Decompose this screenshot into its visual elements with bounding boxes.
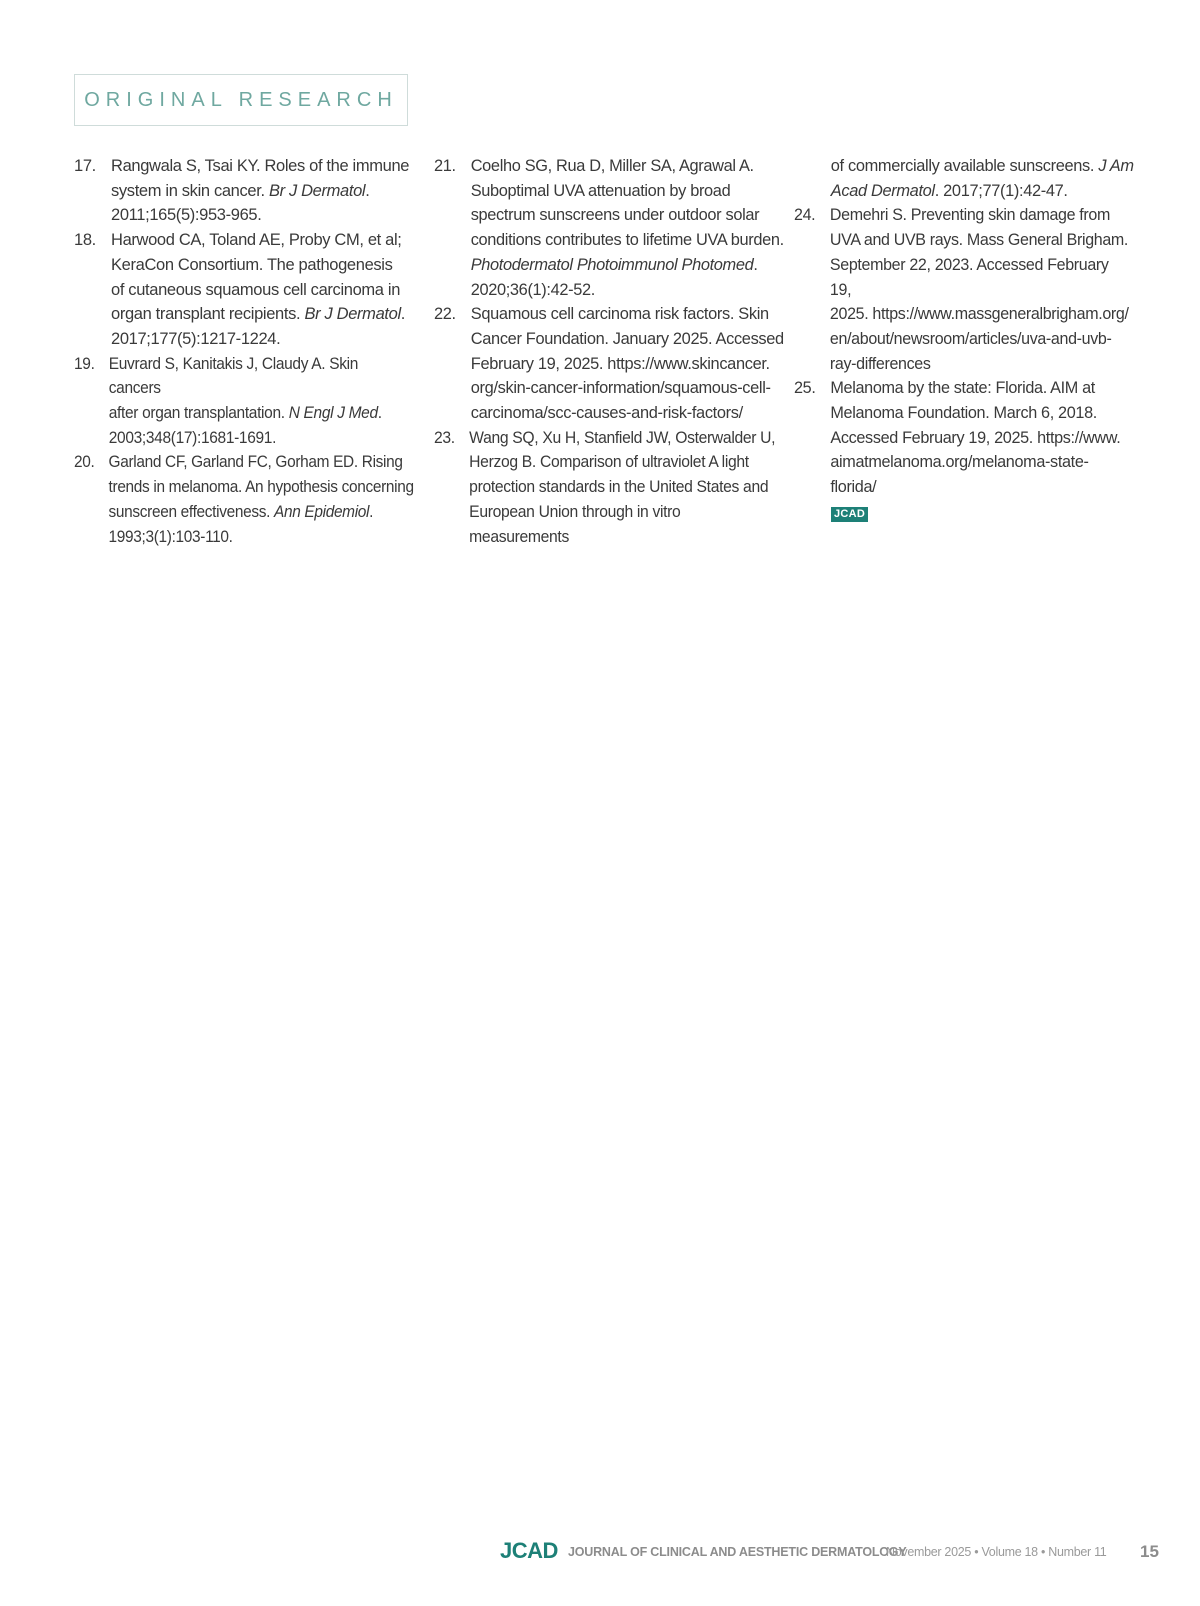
journal-name: JOURNAL OF CLINICAL AND AESTHETIC DERMATOLOGY bbox=[568, 1545, 907, 1559]
reference-number: 17. bbox=[74, 157, 96, 175]
reference-number: 20. bbox=[74, 453, 95, 472]
end-badge-row bbox=[794, 500, 1134, 525]
reference-item-continued bbox=[794, 154, 1134, 203]
jcad-logo: JCAD bbox=[500, 1538, 558, 1563]
reference-text: Garland CF, Garland FC, Gorham ED. Rising trends in melanoma. An hypothesis concerning sunscreen effectiveness. Ann Epidemiol. 1993;3(1):103-110. bbox=[108, 453, 414, 546]
jcad-end-badge: JCAD bbox=[831, 507, 868, 522]
reference-text: Harwood CA, Toland AE, Proby CM, et al; KeraCon Consortium. The pathogenesis of cutaneous squamous cell carcinoma in organ transplant recipients. Br J Dermatol. 2017;177(5):1217-1224. bbox=[111, 231, 406, 348]
page-number: 15 bbox=[1140, 1542, 1159, 1561]
reference-item bbox=[794, 376, 1134, 500]
reference-text: Coelho SG, Rua D, Miller SA, Agrawal A. Suboptimal UVA attenuation by broad spectrum sunscreens under outdoor solar conditions contributes to lifetime UVA burden. Photodermatol Photoimmunol Photomed. 2020;36(1):42-52. bbox=[470, 157, 784, 299]
reference-number: 24. bbox=[794, 206, 816, 225]
reference-item bbox=[74, 450, 414, 549]
reference-text: Euvrard S, Kanitakis J, Claudy A. Skin cancers after organ transplantation. N Engl J Med. 2003;348(17):1681-1691. bbox=[108, 354, 382, 447]
reference-item bbox=[434, 154, 784, 302]
journal-title: J Am Acad Dermatol bbox=[830, 157, 1134, 200]
reference-number: 21. bbox=[434, 157, 456, 175]
reference-text: Wang SQ, Xu H, Stanfield JW, Osterwalder U, Herzog B. Comparison of ultraviolet A light protection standards in the United States and European Union through in vitro measurements bbox=[469, 428, 776, 546]
reference-item bbox=[74, 154, 414, 228]
reference-item bbox=[434, 302, 784, 426]
section-header-box bbox=[74, 74, 408, 126]
reference-number: 23. bbox=[434, 428, 455, 447]
page-footer bbox=[0, 1538, 1200, 1570]
reference-text: Demehri S. Preventing skin damage from UVA and UVB rays. Mass General Brigham. September 22, 2023. Accessed February 19, 2025. https://www.massgeneralbrigham.org/ en/about/newsroom/articles/uva-and-uvb- ray-differences bbox=[829, 206, 1129, 373]
reference-item bbox=[434, 426, 784, 550]
journal-title: Br J Dermatol bbox=[268, 181, 366, 200]
reference-number: 19. bbox=[74, 354, 95, 373]
references-column-2 bbox=[434, 154, 784, 549]
journal-title: N Engl J Med bbox=[288, 404, 378, 423]
journal-title: Photodermatol Photoimmunol Photomed bbox=[470, 255, 754, 274]
section-label: ORIGINAL RESEARCH bbox=[84, 88, 398, 111]
journal-title: Ann Epidemiol bbox=[274, 502, 370, 521]
reference-number: 25. bbox=[794, 379, 816, 398]
reference-item bbox=[74, 352, 414, 451]
references-column-1 bbox=[74, 154, 414, 549]
journal-title: Br J Dermatol bbox=[304, 305, 401, 324]
reference-item bbox=[794, 203, 1134, 376]
reference-number: 22. bbox=[434, 305, 456, 324]
reference-text: Rangwala S, Tsai KY. Roles of the immune system in skin cancer. Br J Dermatol. 2011;165(5):953-965. bbox=[111, 157, 410, 225]
reference-text: Squamous cell carcinoma risk factors. Skin Cancer Foundation. January 2025. Accessed February 19, 2025. https://www.skincancer. org/skin-cancer-information/squamous-cell- carcinoma/scc-causes-and-risk-factors/ bbox=[470, 305, 784, 423]
reference-text: Melanoma by the state: Florida. AIM at Melanoma Foundation. March 6, 2018. Accessed February 19, 2025. https://www. aimatmelanoma.org/melanoma-state-florida/ bbox=[830, 379, 1121, 497]
issue-info: November 2025 • Volume 18 • Number 11 bbox=[886, 1545, 1107, 1559]
reference-item bbox=[74, 228, 414, 352]
references-column-3 bbox=[794, 154, 1134, 525]
reference-number: 18. bbox=[74, 231, 96, 250]
reference-text: of commercially available sunscreens. J Am Acad Dermatol. 2017;77(1):42-47. bbox=[830, 157, 1134, 200]
